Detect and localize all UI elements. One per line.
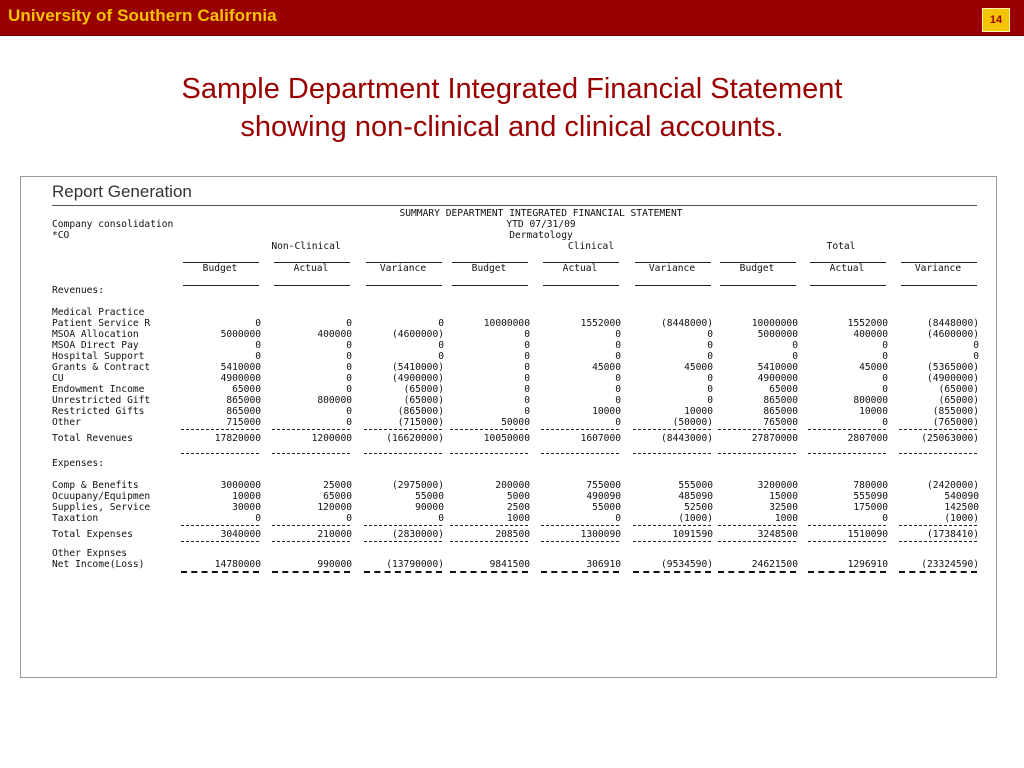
group-header-clinical: Clinical bbox=[567, 241, 615, 252]
expense-row-value: 1000 bbox=[774, 513, 798, 525]
revenue-row-value: 0 bbox=[524, 329, 530, 340]
revenue-row-value: 0 bbox=[524, 351, 530, 362]
expense-row-value: 2500 bbox=[506, 502, 530, 514]
separator-dash bbox=[450, 429, 528, 430]
revenue-row-value: 800000 bbox=[853, 395, 888, 406]
revenue-row-value: 45000 bbox=[859, 362, 888, 373]
slide-title-line-2: showing non-clinical and clinical accounts. bbox=[240, 111, 784, 143]
statement-department: Dermatology bbox=[509, 230, 573, 241]
column-header-underline bbox=[183, 285, 259, 286]
revenue-row-label: MSOA Direct Pay bbox=[52, 340, 139, 351]
revenue-row-value: 0 bbox=[882, 373, 888, 384]
revenue-row-value: 5000000 bbox=[220, 329, 261, 340]
separator-dash bbox=[272, 571, 350, 573]
other-expenses-label: Other Expnses bbox=[52, 548, 128, 560]
revenue-row-label: Other bbox=[52, 417, 81, 428]
revenue-row-value: 0 bbox=[255, 351, 261, 362]
revenue-row-value: (8448000) bbox=[661, 318, 713, 329]
expense-row-value: 142500 bbox=[944, 502, 979, 514]
revenue-row-value: (8448000) bbox=[927, 318, 979, 329]
revenue-row-value: 800000 bbox=[317, 395, 352, 406]
revenue-row-value: 1552000 bbox=[580, 318, 621, 329]
revenue-row-value: 0 bbox=[255, 340, 261, 351]
expense-row-value: (2975000) bbox=[392, 480, 444, 492]
revenue-row-value: 0 bbox=[615, 384, 621, 395]
revenue-row-value: 400000 bbox=[317, 329, 352, 340]
separator-dash bbox=[633, 525, 711, 526]
revenue-row-value: 0 bbox=[882, 384, 888, 395]
column-header-actual: Actual bbox=[293, 263, 329, 274]
total-expenses-row-value: 1300090 bbox=[580, 529, 621, 541]
total-expenses-row-value: 210000 bbox=[317, 529, 352, 541]
separator-dash bbox=[808, 571, 886, 573]
revenue-row-value: 5410000 bbox=[757, 362, 798, 373]
total-expenses-row-value: 1091590 bbox=[672, 529, 713, 541]
total-expenses-row-value: (2830000) bbox=[392, 529, 444, 541]
revenue-row-value: 10000000 bbox=[751, 318, 798, 329]
net-income-row-value: 1296910 bbox=[847, 559, 888, 571]
revenue-row-value: 0 bbox=[707, 340, 713, 351]
revenue-row-value: 0 bbox=[615, 340, 621, 351]
expense-row-value: 3000000 bbox=[220, 480, 261, 492]
expense-row-value: 1000 bbox=[506, 513, 530, 525]
revenue-row-value: (5365000) bbox=[927, 362, 979, 373]
revenue-row-value: 0 bbox=[707, 329, 713, 340]
revenue-row-value: 0 bbox=[346, 351, 352, 362]
column-header-underline bbox=[274, 285, 350, 286]
revenue-row-value: 865000 bbox=[763, 395, 798, 406]
separator-dash bbox=[181, 429, 259, 430]
total-revenues-row-value: (16620000) bbox=[386, 433, 444, 444]
column-header-budget: Budget bbox=[739, 263, 775, 274]
net-income-row-value: 306910 bbox=[586, 559, 621, 571]
expense-row-value: 52500 bbox=[684, 502, 713, 514]
expense-row-value: (2420000) bbox=[927, 480, 979, 492]
revenue-row-value: 0 bbox=[792, 340, 798, 351]
expense-row-value: 0 bbox=[346, 513, 352, 525]
total-revenues-row-value: 2807000 bbox=[847, 433, 888, 444]
expense-row-label: Taxation bbox=[52, 513, 99, 525]
separator-dash bbox=[718, 429, 796, 430]
separator-dash bbox=[808, 525, 886, 526]
page-number-badge: 14 bbox=[982, 8, 1010, 32]
revenue-row-label: Medical Practice bbox=[52, 307, 145, 318]
slide-title-line-1: Sample Department Integrated Financial Statement bbox=[181, 73, 843, 105]
separator-dash bbox=[364, 525, 442, 526]
expense-row-value: 90000 bbox=[415, 502, 444, 514]
revenue-row-value: 65000 bbox=[769, 384, 798, 395]
revenue-row-value: 0 bbox=[707, 395, 713, 406]
revenue-row-value: 10000 bbox=[592, 406, 621, 417]
expense-row-value: 120000 bbox=[317, 502, 352, 514]
net-income-row-label: Net Income(Loss) bbox=[52, 559, 145, 571]
separator-dash bbox=[272, 453, 350, 454]
revenue-row-value: 1552000 bbox=[847, 318, 888, 329]
revenue-row-value: 4900000 bbox=[220, 373, 261, 384]
statement-title: SUMMARY DEPARTMENT INTEGRATED FINANCIAL STATEMENT bbox=[399, 208, 683, 219]
separator-dash bbox=[718, 453, 796, 454]
column-header-underline bbox=[720, 285, 796, 286]
revenue-row-value: (65000) bbox=[938, 384, 979, 395]
revenue-row-value: 0 bbox=[346, 417, 352, 428]
total-revenues-row-value: 1607000 bbox=[580, 433, 621, 444]
revenue-row-value: (4600000) bbox=[392, 329, 444, 340]
revenue-row-value: 0 bbox=[524, 362, 530, 373]
separator-dash bbox=[718, 541, 796, 542]
separator-dash bbox=[718, 525, 796, 526]
separator-dash bbox=[899, 525, 977, 526]
expense-row-value: 15000 bbox=[769, 491, 798, 503]
revenue-row-value: 0 bbox=[438, 318, 444, 329]
expense-row-value: 65000 bbox=[323, 491, 352, 503]
separator-dash bbox=[272, 541, 350, 542]
separator-dash bbox=[541, 525, 619, 526]
expense-row-value: 555090 bbox=[853, 491, 888, 503]
revenue-row-value: 0 bbox=[524, 406, 530, 417]
company-code: *CO bbox=[52, 230, 70, 241]
separator-dash bbox=[450, 453, 528, 454]
total-expenses-row-value: (1738410) bbox=[927, 529, 979, 541]
expense-row-value: 755000 bbox=[586, 480, 621, 492]
revenue-row-value: 400000 bbox=[853, 329, 888, 340]
expense-row-value: 0 bbox=[438, 513, 444, 525]
revenue-row-value: 10000000 bbox=[483, 318, 530, 329]
total-expenses-row-value: 208500 bbox=[495, 529, 530, 541]
separator-dash bbox=[272, 429, 350, 430]
expense-row-label: Ocuupany/Equipmen bbox=[52, 491, 151, 503]
separator-dash bbox=[899, 429, 977, 430]
separator-dash bbox=[181, 541, 259, 542]
separator-dash bbox=[364, 571, 442, 573]
column-header-budget: Budget bbox=[202, 263, 238, 274]
net-income-row-value: 9841500 bbox=[489, 559, 530, 571]
separator-dash bbox=[633, 541, 711, 542]
expense-row-value: 0 bbox=[882, 513, 888, 525]
revenue-row-value: 0 bbox=[524, 373, 530, 384]
revenue-row-value: 0 bbox=[346, 406, 352, 417]
expense-row-value: 175000 bbox=[853, 502, 888, 514]
revenue-row-value: 0 bbox=[346, 373, 352, 384]
expense-row-value: 3200000 bbox=[757, 480, 798, 492]
separator-dash bbox=[718, 571, 796, 573]
separator-dash bbox=[450, 571, 528, 573]
revenue-row-value: 0 bbox=[615, 329, 621, 340]
separator-dash bbox=[899, 571, 977, 573]
column-header-actual: Actual bbox=[562, 263, 598, 274]
revenue-row-value: 0 bbox=[346, 384, 352, 395]
revenue-row-value: 0 bbox=[615, 417, 621, 428]
revenue-row-value: 0 bbox=[524, 340, 530, 351]
revenue-row-value: (765000) bbox=[932, 417, 979, 428]
revenue-row-value: 45000 bbox=[592, 362, 621, 373]
total-expenses-row-value: 1510090 bbox=[847, 529, 888, 541]
separator-dash bbox=[541, 571, 619, 573]
revenue-row-value: 0 bbox=[524, 384, 530, 395]
revenue-row-value: 0 bbox=[973, 351, 979, 362]
expense-row-value: 490090 bbox=[586, 491, 621, 503]
revenue-row-value: 5410000 bbox=[220, 362, 261, 373]
revenue-row-value: (65000) bbox=[938, 395, 979, 406]
revenue-row-value: 0 bbox=[438, 351, 444, 362]
expense-row-value: 555000 bbox=[678, 480, 713, 492]
report-title-rule bbox=[52, 205, 977, 206]
total-revenues-row-label: Total Revenues bbox=[52, 433, 133, 444]
separator-dash bbox=[541, 429, 619, 430]
revenue-row-label: Unrestricted Gift bbox=[52, 395, 151, 406]
revenue-row-label: Hospital Support bbox=[52, 351, 145, 362]
column-header-budget: Budget bbox=[471, 263, 507, 274]
revenue-row-value: 0 bbox=[882, 351, 888, 362]
total-revenues-row-value: (25063000) bbox=[921, 433, 979, 444]
column-header-actual: Actual bbox=[829, 263, 865, 274]
expense-row-value: 25000 bbox=[323, 480, 352, 492]
revenue-row-value: 50000 bbox=[501, 417, 530, 428]
statement-ytd: YTD 07/31/09 bbox=[506, 219, 576, 230]
revenue-row-value: 0 bbox=[707, 351, 713, 362]
revenue-row-value: 0 bbox=[707, 384, 713, 395]
expense-row-value: (1000) bbox=[678, 513, 713, 525]
expense-row-value: 540090 bbox=[944, 491, 979, 503]
total-revenues-row-value: 1200000 bbox=[311, 433, 352, 444]
slide-title bbox=[0, 70, 1024, 146]
revenue-row-value: 765000 bbox=[763, 417, 798, 428]
total-revenues-row-value: 10050000 bbox=[483, 433, 530, 444]
revenue-row-value: 10000 bbox=[684, 406, 713, 417]
revenue-row-value: (65000) bbox=[403, 384, 444, 395]
revenue-row-value: 0 bbox=[346, 362, 352, 373]
revenue-row-value: (4900000) bbox=[927, 373, 979, 384]
separator-dash bbox=[181, 571, 259, 573]
revenue-row-value: (50000) bbox=[672, 417, 713, 428]
column-header-underline bbox=[635, 285, 711, 286]
separator-dash bbox=[364, 453, 442, 454]
separator-dash bbox=[808, 453, 886, 454]
revenue-row-label: Grants & Contract bbox=[52, 362, 151, 373]
column-header-underline bbox=[452, 285, 528, 286]
revenue-row-value: (865000) bbox=[397, 406, 444, 417]
revenue-row-value: 65000 bbox=[232, 384, 261, 395]
revenue-row-value: (4900000) bbox=[392, 373, 444, 384]
column-header-underline bbox=[810, 285, 886, 286]
separator-dash bbox=[808, 429, 886, 430]
separator-dash bbox=[272, 525, 350, 526]
expense-row-value: 485090 bbox=[678, 491, 713, 503]
revenue-row-value: 0 bbox=[346, 318, 352, 329]
total-expenses-row-value: 3248500 bbox=[757, 529, 798, 541]
net-income-row-value: (13790000) bbox=[386, 559, 444, 571]
revenue-row-value: 0 bbox=[615, 373, 621, 384]
revenue-row-value: 0 bbox=[707, 373, 713, 384]
revenue-row-value: 0 bbox=[524, 395, 530, 406]
university-logo-text: University of Southern California bbox=[8, 6, 277, 25]
revenue-row-value: (5410000) bbox=[392, 362, 444, 373]
separator-dash bbox=[541, 541, 619, 542]
total-expenses-row-label: Total Expenses bbox=[52, 529, 133, 541]
column-header-underline bbox=[366, 285, 442, 286]
revenue-row-value: 0 bbox=[882, 417, 888, 428]
revenue-row-label: Patient Service R bbox=[52, 318, 151, 329]
expense-row-value: 200000 bbox=[495, 480, 530, 492]
separator-dash bbox=[450, 525, 528, 526]
total-revenues-row-value: 27870000 bbox=[751, 433, 798, 444]
separator-dash bbox=[364, 541, 442, 542]
company-label: Company consolidation bbox=[52, 219, 174, 230]
revenue-row-value: 0 bbox=[438, 340, 444, 351]
revenue-row-value: 865000 bbox=[226, 395, 261, 406]
expense-row-label: Supplies, Service bbox=[52, 502, 151, 514]
net-income-row-value: 14780000 bbox=[214, 559, 261, 571]
expense-row-label: Comp & Benefits bbox=[52, 480, 139, 492]
column-header-variance: Variance bbox=[379, 263, 427, 274]
column-header-underline bbox=[543, 285, 619, 286]
expense-row-value: 780000 bbox=[853, 480, 888, 492]
revenue-row-value: 0 bbox=[346, 340, 352, 351]
expense-row-value: 30000 bbox=[232, 502, 261, 514]
revenue-row-value: 0 bbox=[615, 395, 621, 406]
separator-dash bbox=[899, 453, 977, 454]
revenue-row-value: 0 bbox=[973, 340, 979, 351]
revenue-row-value: 0 bbox=[882, 340, 888, 351]
revenue-row-label: MSOA Allocation bbox=[52, 329, 139, 340]
total-revenues-row-value: (8443000) bbox=[661, 433, 713, 444]
net-income-row-value: (9534590) bbox=[661, 559, 713, 571]
separator-dash bbox=[181, 453, 259, 454]
revenues-section-label: Revenues: bbox=[52, 285, 104, 296]
report-window-title: Report Generation bbox=[52, 182, 192, 201]
revenue-row-value: 0 bbox=[255, 318, 261, 329]
total-revenues-row-value: 17820000 bbox=[214, 433, 261, 444]
revenue-row-label: Restricted Gifts bbox=[52, 406, 145, 417]
separator-dash bbox=[181, 525, 259, 526]
total-expenses-row-value: 3040000 bbox=[220, 529, 261, 541]
revenue-row-value: 0 bbox=[615, 351, 621, 362]
expense-row-value: (1000) bbox=[944, 513, 979, 525]
revenue-row-label: CU bbox=[52, 373, 64, 384]
revenue-row-value: 45000 bbox=[684, 362, 713, 373]
revenue-row-value: 715000 bbox=[226, 417, 261, 428]
revenue-row-value: 865000 bbox=[763, 406, 798, 417]
revenue-row-value: 5000000 bbox=[757, 329, 798, 340]
expense-row-value: 10000 bbox=[232, 491, 261, 503]
revenue-row-label: Endowment Income bbox=[52, 384, 145, 395]
report-panel bbox=[20, 176, 997, 678]
revenue-row-value: (715000) bbox=[397, 417, 444, 428]
column-header-variance: Variance bbox=[648, 263, 696, 274]
revenue-row-value: 4900000 bbox=[757, 373, 798, 384]
revenue-row-value: 10000 bbox=[859, 406, 888, 417]
column-header-variance: Variance bbox=[914, 263, 962, 274]
separator-dash bbox=[633, 571, 711, 573]
separator-dash bbox=[808, 541, 886, 542]
revenue-row-value: (4600000) bbox=[927, 329, 979, 340]
revenue-row-value: (65000) bbox=[403, 395, 444, 406]
separator-dash bbox=[541, 453, 619, 454]
expense-row-value: 0 bbox=[615, 513, 621, 525]
expenses-section-label: Expenses: bbox=[52, 458, 104, 470]
net-income-row-value: 24621500 bbox=[751, 559, 798, 571]
expense-row-value: 32500 bbox=[769, 502, 798, 514]
separator-dash bbox=[633, 453, 711, 454]
group-header-total: Total bbox=[826, 241, 856, 252]
expense-row-value: 55000 bbox=[592, 502, 621, 514]
net-income-row-value: (23324590) bbox=[921, 559, 979, 571]
separator-dash bbox=[899, 541, 977, 542]
expense-row-value: 0 bbox=[255, 513, 261, 525]
separator-dash bbox=[633, 429, 711, 430]
revenue-row-value: (855000) bbox=[932, 406, 979, 417]
group-header-nonclinical: Non-Clinical bbox=[271, 241, 341, 252]
net-income-row-value: 990000 bbox=[317, 559, 352, 571]
separator-dash bbox=[450, 541, 528, 542]
revenue-row-value: 0 bbox=[792, 351, 798, 362]
column-header-underline bbox=[901, 285, 977, 286]
separator-dash bbox=[364, 429, 442, 430]
expense-row-value: 55000 bbox=[415, 491, 444, 503]
revenue-row-value: 865000 bbox=[226, 406, 261, 417]
expense-row-value: 5000 bbox=[506, 491, 530, 503]
header-bar bbox=[0, 0, 1024, 36]
